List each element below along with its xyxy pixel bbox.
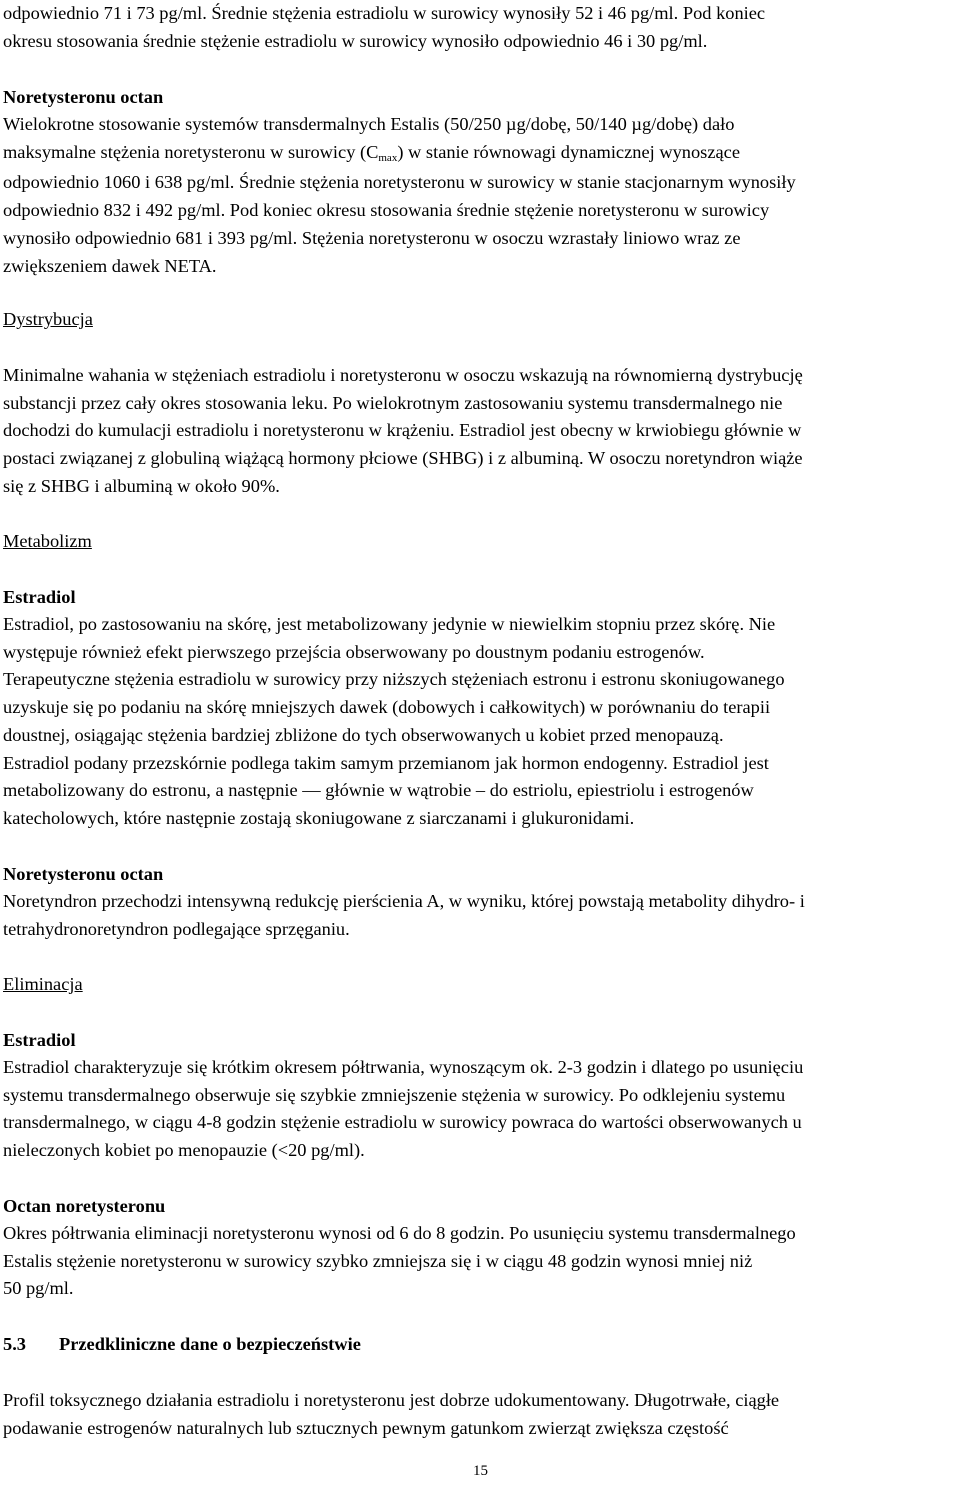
text-line: dochodzi do kumulacji estradiolu i noretysteronu w krążeniu. Estradiol jest obecny w krwiobiegu głównie w (3, 420, 802, 441)
text-line: 50 pg/ml. (3, 1278, 74, 1299)
text-line: Estalis stężenie noretysteronu w surowicy szybko zmniejsza się i w ciągu 48 godzin wynosi mniej niż (3, 1250, 753, 1271)
text-line: doustnej, osiągając stężenia bardziej zbliżone do tych obserwowanych u kobiet przed menopauzą. (3, 724, 724, 745)
text-line: Profil toksycznego działania estradiolu i noretysteronu jest dobrze udokumentowany. Długotrwałe, ciągłe (3, 1390, 780, 1410)
paragraph-dystrybucja (3, 362, 958, 501)
text-line: systemu transdermalnego obserwuje się szybkie zmniejszenie stężenia w surowicy. Po odklejeniu systemu (3, 1084, 786, 1105)
paragraph-noretysteronu-pharmacokinetics (3, 111, 958, 280)
heading-estradiol-elimination: Estradiol (3, 1030, 76, 1050)
text-line: substancji przez cały okres stosowania leku. Po wielokrotnym zastosowaniu systemu transdermalnego nie (3, 392, 783, 413)
text-line: okresu stosowania średnie stężenie estradiolu w surowicy wynosiło odpowiednio 46 i 30 pg/ml. (3, 30, 708, 51)
paragraph-estradiol-metabolism (3, 611, 958, 833)
heading-noretysteronu-octan: Noretysteronu octan (3, 87, 164, 107)
paragraph-intro (3, 0, 958, 55)
heading-metabolizm: Metabolizm (3, 531, 92, 551)
text-line: tetrahydronoretyndron podlegające sprzęganiu. (3, 918, 350, 939)
paragraph-preclinical (3, 1387, 958, 1442)
text-line-cmax (3, 139, 958, 170)
text-line: Estradiol charakteryzuje się krótkim okresem półtrwania, wynoszącym ok. 2-3 godzin i dlatego po usunięciu (3, 1057, 804, 1077)
text-line: Estradiol, po zastosowaniu na skórę, jest metabolizowany jedynie w niewielkim stopniu przez skórę. Nie (3, 614, 776, 634)
heading-eliminacja: Eliminacja (3, 974, 83, 994)
text-line: odpowiednio 832 i 492 pg/ml. Pod koniec okresu stosowania średnie stężenie noretysteronu w surowicy (3, 200, 770, 221)
text-line: transdermalnego, w ciągu 4-8 godzin stężenie estradiolu w surowicy powraca do wartości obserwowanych u (3, 1112, 802, 1133)
text-line: Noretyndron przechodzi intensywną redukcję pierścienia A, w wyniku, której powstają metabolity dihydro- i (3, 891, 805, 911)
text-line: występuje również efekt pierwszego przejścia obserwowany po doustnym podaniu estrogenów. (3, 641, 705, 662)
text-line: nieleczonych kobiet po menopauzie (<20 pg/ml). (3, 1140, 365, 1161)
text-line: odpowiednio 71 i 73 pg/ml. Średnie stężenia estradiolu w surowicy wynosiły 52 i 46 pg/ml. Pod koniec (3, 3, 766, 23)
heading-octan-noretysteronu: Octan noretysteronu (3, 1196, 166, 1216)
section-heading-5-3 (3, 1331, 958, 1359)
section-title: Przedkliniczne dane o bezpieczeństwie (59, 1334, 361, 1354)
heading-noretysteronu-octan-metabolism: Noretysteronu octan (3, 864, 164, 884)
text-line: Okres półtrwania eliminacji noretysteronu wynosi od 6 do 8 godzin. Po usunięciu systemu transdermalnego (3, 1223, 796, 1243)
heading-estradiol-metabolism: Estradiol (3, 587, 76, 607)
text-line: postaci związanej z globuliną wiążącą hormony płciowe (SHBG) i z albuminą. W osoczu noretyndron wiąże (3, 448, 803, 469)
text-line: wynosiło odpowiednio 681 i 393 pg/ml. Stężenia noretysteronu w osoczu wzrastały liniowo wraz ze (3, 227, 741, 248)
paragraph-estradiol-elimination (3, 1054, 958, 1165)
text-line: metabolizowany do estronu, a następnie — głównie w wątrobie – do estriolu, epiestriolu i estrogenów (3, 780, 754, 801)
heading-dystrybucja: Dystrybucja (3, 309, 93, 329)
text-line: odpowiednio 1060 i 638 pg/ml. Średnie stężenia noretysteronu w surowicy w stanie stacjonarnym wynosiły (3, 172, 796, 193)
text-line: Estradiol podany przezskórnie podlega takim samym przemianom jak hormon endogenny. Estradiol jest (3, 752, 769, 773)
paragraph-octan-noretysteronu (3, 1220, 958, 1303)
text-line: katecholowych, które następnie zostają skoniugowane z siarczanami i glukuronidami. (3, 807, 635, 828)
text-line: Wielokrotne stosowanie systemów transdermalnych Estalis (50/250 µg/dobę, 50/140 µg/dobę) dało (3, 114, 735, 134)
text-line: zwiększeniem dawek NETA. (3, 255, 217, 276)
text-fragment: ) w stanie równowagi dynamicznej wynoszące (397, 141, 740, 162)
document-page (3, 0, 958, 1488)
text-line: Terapeutyczne stężenia estradiolu w surowicy przy niższych stężeniach estronu i estronu skoniugowanego (3, 669, 785, 690)
text-fragment: maksymalne stężenia noretysteronu w surowicy (C (3, 141, 379, 162)
text-line: się z SHBG i albuminą w około 90%. (3, 475, 280, 496)
page-number: 15 (473, 1463, 488, 1479)
text-line: uzyskuje się po podaniu na skórę mniejszych dawek (dobowych i całkowitych) w porównaniu do terapii (3, 697, 771, 718)
subscript-max: max (378, 151, 398, 164)
text-line: Minimalne wahania w stężeniach estradiolu i noretysteronu w osoczu wskazują na równomierną dystrybucję (3, 365, 803, 385)
section-number: 5.3 (3, 1334, 26, 1354)
paragraph-noretysteronu-metabolism (3, 888, 958, 943)
text-line: podawanie estrogenów naturalnych lub sztucznych pewnym gatunkom zwierząt zwiększa częstość (3, 1417, 729, 1438)
